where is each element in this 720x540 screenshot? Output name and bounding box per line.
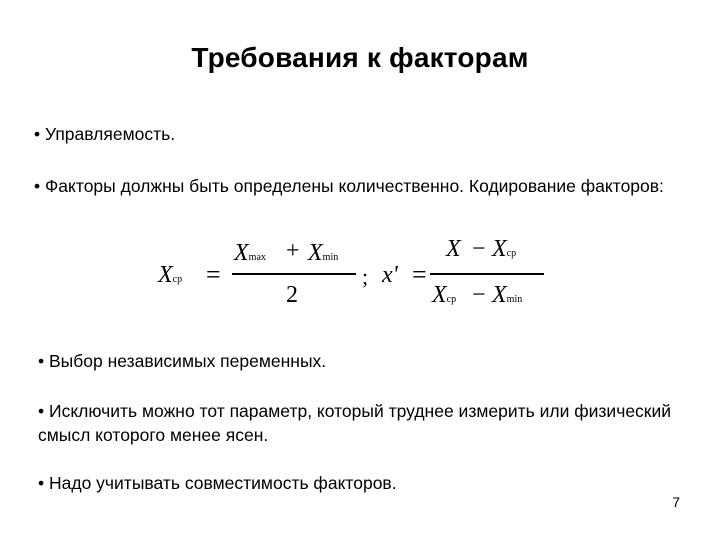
formula-numerator-xsr: Xср (492, 236, 517, 262)
formula-denominator-xmin: Xmin (492, 282, 523, 308)
formula-equals: = (206, 260, 221, 289)
page-number: 7 (672, 494, 680, 510)
fraction-bar-2 (430, 273, 544, 275)
formula-denominator-xsr: Xср (432, 282, 457, 308)
bullet-independent-variables: • Выбор независимых переменных. (38, 351, 327, 371)
factor-coding-formula (150, 236, 570, 322)
formula-plus: + (286, 238, 300, 264)
bullet-quantitative-factors: • Факторы должны быть определены количественно. Кодирование факторов: (34, 176, 664, 196)
formula-minus: − (472, 236, 486, 262)
slide-title: Требования к факторам (191, 42, 529, 73)
bullet-factor-compatibility: • Надо учитывать совместимость факторов. (38, 473, 397, 493)
formula-separator: ; (362, 264, 369, 289)
bullet-controllability: • Управляемость. (34, 124, 176, 144)
formula-denominator-minus: − (472, 282, 486, 308)
fraction-bar-1 (232, 273, 356, 275)
formula-denominator-2: 2 (286, 282, 298, 308)
formula-numerator-xmin: Xmin (308, 240, 339, 266)
bullet-exclude-parameter: • Исключить можно тот параметр, который труднее измерить или физический смысл которого менее ясен. (38, 401, 672, 445)
formula-numerator-x: X (446, 236, 461, 262)
formula-equals-2: = (412, 260, 427, 289)
formula-lhs-x: Xср (158, 262, 183, 288)
formula-lhs-xprime: x' (382, 262, 398, 288)
formula-numerator-xmax: Xmax (234, 240, 266, 266)
